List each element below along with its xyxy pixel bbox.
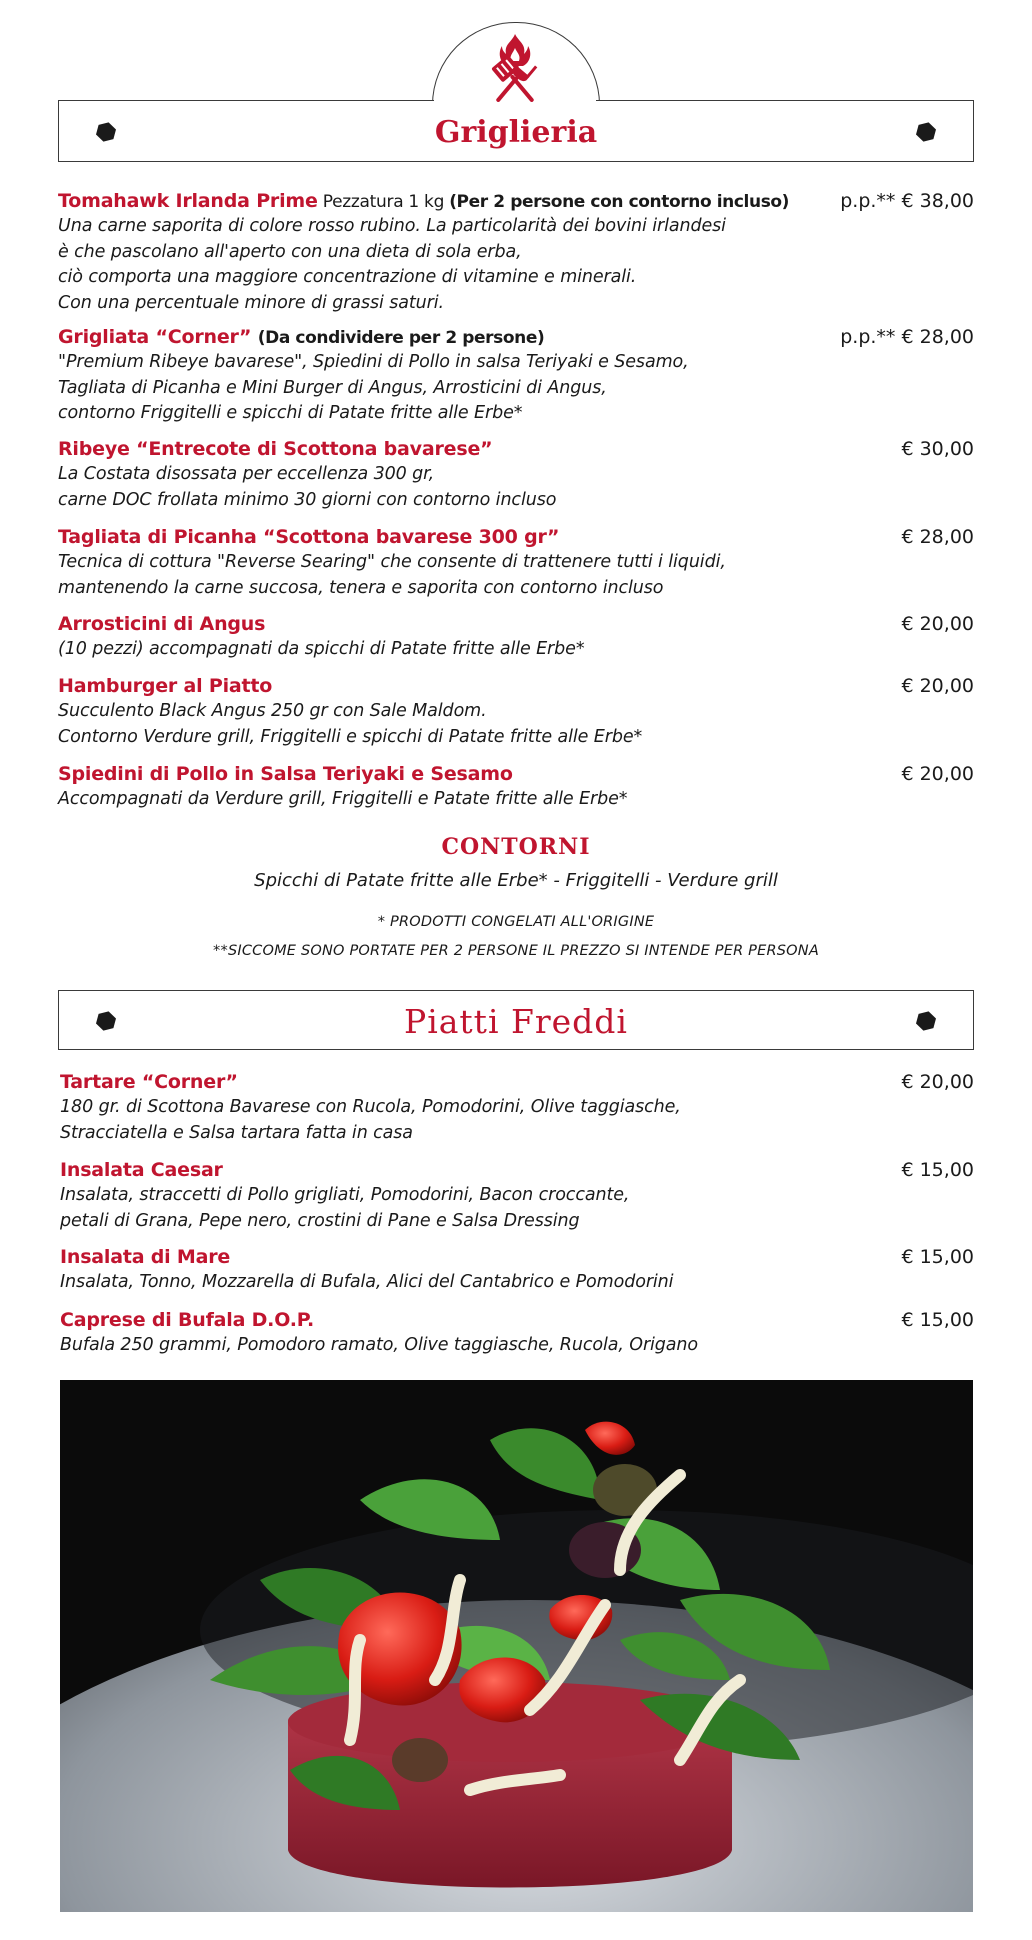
desc-line: Accompagnati da Verdure grill, Friggitelli e Patate fritte alle Erbe*: [58, 789, 628, 809]
footnote-frozen: * PRODOTTI CONGELATI ALL'ORIGINE: [377, 914, 655, 930]
item-price: € 15,00: [901, 1309, 974, 1331]
menu-item-tagliata-picanha: [58, 524, 974, 601]
item-price: p.p.** € 28,00: [840, 326, 974, 348]
item-price: € 20,00: [901, 675, 974, 697]
item-name: Spiedini di Pollo in Salsa Teriyaki e Sesamo: [58, 763, 513, 785]
item-name: Insalata Caesar: [60, 1159, 223, 1181]
desc-line: Tagliata di Picanha e Mini Burger di Angus, Arrosticini di Angus,: [58, 377, 607, 398]
desc-line: carne DOC frollata minimo 30 giorni con contorno incluso: [58, 489, 557, 510]
desc-line: Insalata, straccetti di Pollo grigliati, Pomodorini, Bacon croccante,: [60, 1185, 630, 1205]
menu-item-ribeye: [58, 436, 974, 513]
item-price: € 30,00: [901, 438, 974, 460]
item-description: [58, 699, 974, 750]
menu-item-spiedini: [58, 761, 974, 813]
contorni-list: Spicchi di Patate fritte alle Erbe* - Friggitelli - Verdure grill: [254, 870, 778, 891]
desc-line: Succulento Black Angus 250 gr con Sale Maldom.: [58, 701, 487, 721]
item-price: € 20,00: [901, 1071, 974, 1093]
item-name: Caprese di Bufala D.O.P.: [60, 1309, 315, 1331]
item-description: [58, 462, 974, 513]
item-description: [58, 350, 974, 427]
menu-item-hamburger: [58, 673, 974, 750]
desc-line: Una carne saporita di colore rosso rubino. La particolarità dei bovini irlandesi: [58, 216, 726, 236]
item-description: [60, 1095, 974, 1146]
footnote-per-person: **SICCOME SONO PORTATE PER 2 PERSONE IL PREZZO SI INTENDE PER PERSONA: [213, 943, 819, 959]
menu-item-insalata-mare: [60, 1244, 974, 1296]
item-name: Insalata di Mare: [60, 1246, 231, 1268]
item-description: [58, 787, 974, 813]
section-title: Griglieria: [434, 115, 598, 150]
desc-line: ciò comporta una maggiore concentrazione di vitamine e minerali.: [58, 267, 637, 287]
item-name: Ribeye “Entrecote di Scottona bavarese”: [58, 438, 493, 460]
item-price: € 20,00: [901, 613, 974, 635]
item-description: [58, 637, 974, 663]
desc-line: Con una percentuale minore di grassi saturi.: [58, 292, 444, 313]
item-price: € 15,00: [901, 1159, 974, 1181]
item-size: Pezzatura 1 kg: [317, 192, 450, 212]
menu-item-grigliata-corner: [58, 324, 974, 427]
item-description: [58, 214, 974, 316]
tartare-photo: [60, 1380, 973, 1912]
item-description: [58, 550, 974, 601]
item-note: (Da condividere per 2 persone): [257, 328, 545, 348]
desc-line: "Premium Ribeye bavarese", Spiedini di Pollo in salsa Teriyaki e Sesamo,: [58, 352, 689, 372]
item-price: p.p.** € 38,00: [840, 190, 974, 212]
desc-line: Insalata, Tonno, Mozzarella di Bufala, Alici del Cantabrico e Pomodorini: [60, 1272, 674, 1292]
desc-line: Contorno Verdure grill, Friggitelli e spicchi di Patate fritte alle Erbe*: [58, 726, 643, 747]
section-title: Piatti Freddi: [403, 1002, 628, 1041]
section-header-piatti-freddi: [58, 990, 974, 1050]
menu-item-caprese: [60, 1307, 974, 1359]
desc-line: 180 gr. di Scottona Bavarese con Rucola, Pomodorini, Olive taggiasche,: [60, 1097, 681, 1117]
desc-line: petali di Grana, Pepe nero, crostini di Pane e Salsa Dressing: [60, 1210, 580, 1231]
menu-item-tomahawk: [58, 188, 974, 316]
hexagon-icon: [915, 121, 937, 143]
menu-item-arrosticini: [58, 611, 974, 663]
item-name: Hamburger al Piatto: [58, 675, 273, 697]
desc-line: è che pascolano all'aperto con una dieta di sola erba,: [58, 241, 522, 262]
desc-line: contorno Friggitelli e spicchi di Patate fritte alle Erbe*: [58, 403, 523, 423]
menu-item-insalata-caesar: [60, 1157, 974, 1234]
item-description: [60, 1183, 974, 1234]
crossed-spatula-fork-flame-icon: [474, 30, 556, 114]
item-description: [60, 1270, 974, 1296]
menu-item-tartare: [60, 1069, 974, 1146]
desc-line: Bufala 250 grammi, Pomodoro ramato, Olive taggiasche, Rucola, Origano: [60, 1335, 699, 1355]
desc-line: (10 pezzi) accompagnati da spicchi di Patate fritte alle Erbe*: [58, 639, 585, 659]
item-name: Tartare “Corner”: [60, 1071, 238, 1093]
item-price: € 15,00: [901, 1246, 974, 1268]
desc-line: Tecnica di cottura "Reverse Searing" che consente di trattenere tutti i liquidi,: [58, 552, 726, 572]
item-description: [60, 1333, 974, 1359]
item-note: (Per 2 persone con contorno incluso): [449, 192, 790, 212]
desc-line: Stracciatella e Salsa tartara fatta in casa: [60, 1122, 413, 1143]
item-name: Tomahawk Irlanda Prime: [58, 190, 318, 212]
item-name: Tagliata di Picanha “Scottona bavarese 300 gr”: [58, 526, 560, 548]
item-name: Grigliata “Corner”: [58, 326, 258, 348]
item-price: € 28,00: [901, 526, 974, 548]
desc-line: La Costata disossata per eccellenza 300 gr,: [58, 464, 435, 484]
desc-line: mantenendo la carne succosa, tenera e saporita con contorno incluso: [58, 577, 664, 598]
item-name: Arrosticini di Angus: [58, 613, 266, 635]
item-price: € 20,00: [901, 763, 974, 785]
hexagon-icon: [915, 1010, 937, 1032]
contorni-title: CONTORNI: [441, 834, 591, 860]
